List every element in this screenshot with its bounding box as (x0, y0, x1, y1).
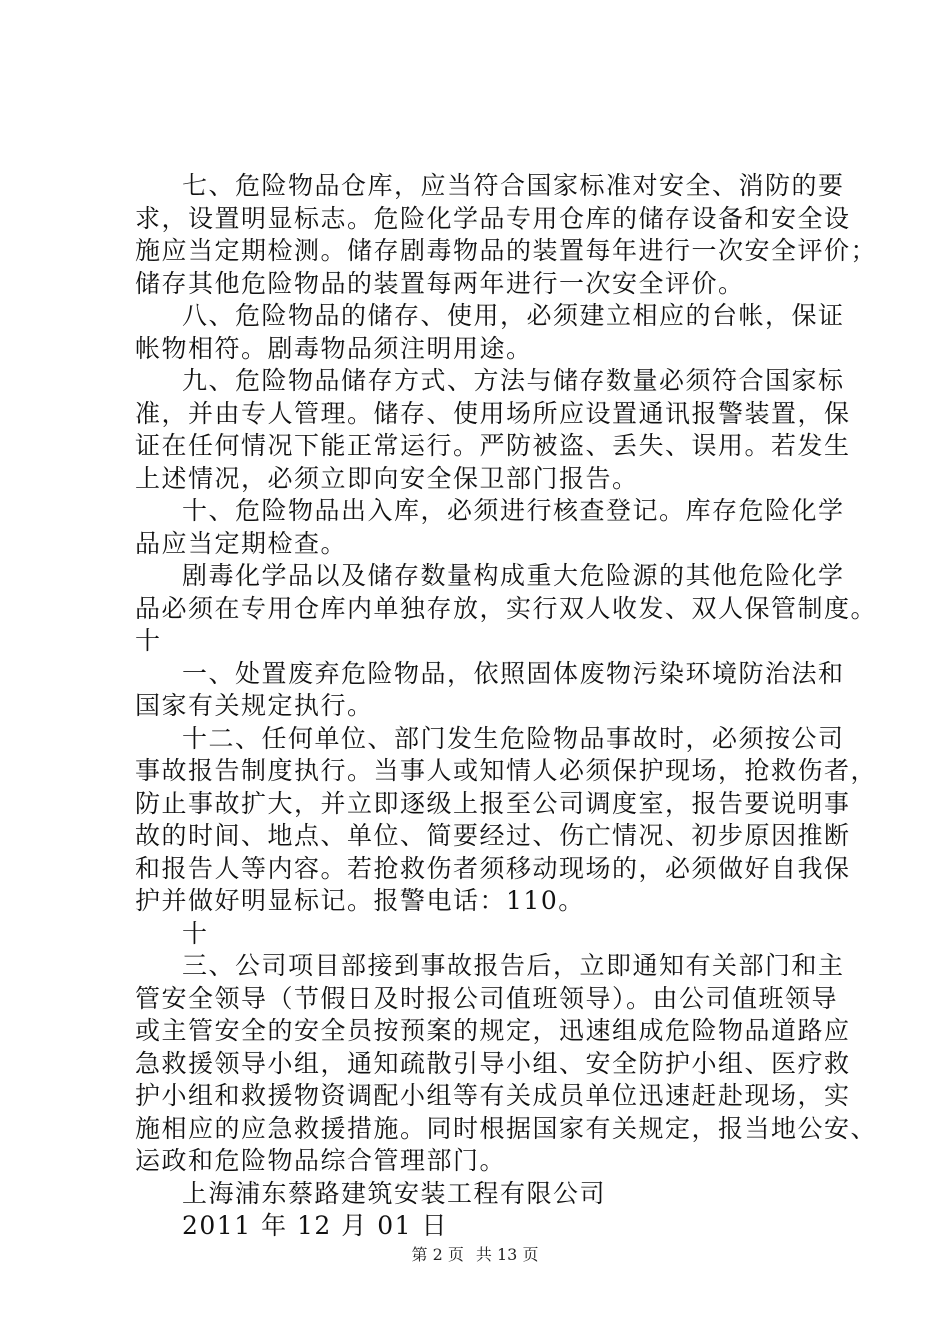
document-line: 十 (182, 918, 209, 948)
page-footer (0, 1245, 950, 1265)
document-line: 储存其他危险物品的装置每两年进行一次安全评价。 (135, 268, 745, 298)
document-line: 七、危险物品仓库，应当符合国家标准对安全、消防的要 (182, 171, 845, 200)
document-line: 十二、任何单位、部门发生危险物品事故时，必须按公司 (182, 723, 845, 753)
document-line: 故的时间、地点、单位、简要经过、伤亡情况、初步原因推断 (135, 821, 851, 850)
document-line: 施应当定期检测。储存剧毒物品的装置每年进行一次安全评价； (135, 236, 878, 265)
document-line: 剧毒化学品以及储存数量构成重大危险源的其他危险化学 (182, 561, 845, 590)
document-line: 和报告人等内容。若抢救伤者须移动现场的，必须做好自我保 (135, 853, 851, 883)
document-line: 或主管安全的安全员按预案的规定，迅速组成危险物品道路应 (135, 1016, 851, 1045)
document-line: 事故报告制度执行。当事人或知情人必须保护现场，抢救伤者， (135, 756, 878, 785)
document-line: 八、危险物品的储存、使用，必须建立相应的台帐，保证 (182, 301, 845, 330)
document-line: 帐物相符。剧毒物品须注明用途。 (135, 333, 533, 363)
document-line: 2011 年 12 月 01 日 (182, 1211, 448, 1240)
document-line: 国家有关规定执行。 (135, 691, 374, 720)
document-line: 品应当定期检查。 (135, 528, 348, 558)
document-line: 准，并由专人管理。储存、使用场所应设置通讯报警装置，保 (135, 398, 851, 428)
document-line: 护并做好明显标记。报警电话：110。 (135, 886, 585, 915)
document-line: 三、公司项目部接到事故报告后，立即通知有关部门和主 (182, 951, 845, 980)
document-line: 上述情况，必须立即向安全保卫部门报告。 (135, 463, 639, 493)
page-total: 共 13 页 (475, 1245, 539, 1264)
document-line: 运政和危险物品综合管理部门。 (135, 1146, 507, 1175)
document-line: 九、危险物品储存方式、方法与储存数量必须符合国家标 (182, 366, 845, 395)
document-body (135, 170, 878, 1243)
document-line: 证在任何情况下能正常运行。严防被盗、丢失、误用。若发生 (135, 431, 851, 460)
document-line: 护小组和救援物资调配小组等有关成员单位迅速赶赴现场，实 (135, 1081, 851, 1110)
document-line: 防止事故扩大，并立即逐级上报至公司调度室，报告要说明事 (135, 788, 851, 818)
document-line: 管安全领导（节假日及时报公司值班领导）。由公司值班领导 (135, 983, 839, 1013)
page-number: 第 2 页 (411, 1245, 464, 1264)
document-line: 急救援领导小组，通知疏散引导小组、安全防护小组、医疗救 (135, 1048, 851, 1078)
document-line: 十、危险物品出入库，必须进行核查登记。库存危险化学 (182, 496, 845, 525)
document-line: 施相应的应急救援措施。同时根据国家有关规定，报当地公安、 (135, 1113, 878, 1143)
document-line: 品必须在专用仓库内单独存放，实行双人收发、双人保管制度。 (135, 593, 878, 623)
document-line: 一、处置废弃危险物品，依照固体废物污染环境防治法和 (182, 658, 845, 688)
document-line: 求，设置明显标志。危险化学品专用仓库的储存设备和安全设 (135, 203, 851, 233)
document-line: 上海浦东蔡路建筑安装工程有限公司 (182, 1178, 607, 1208)
document-line: 十 (135, 626, 162, 655)
